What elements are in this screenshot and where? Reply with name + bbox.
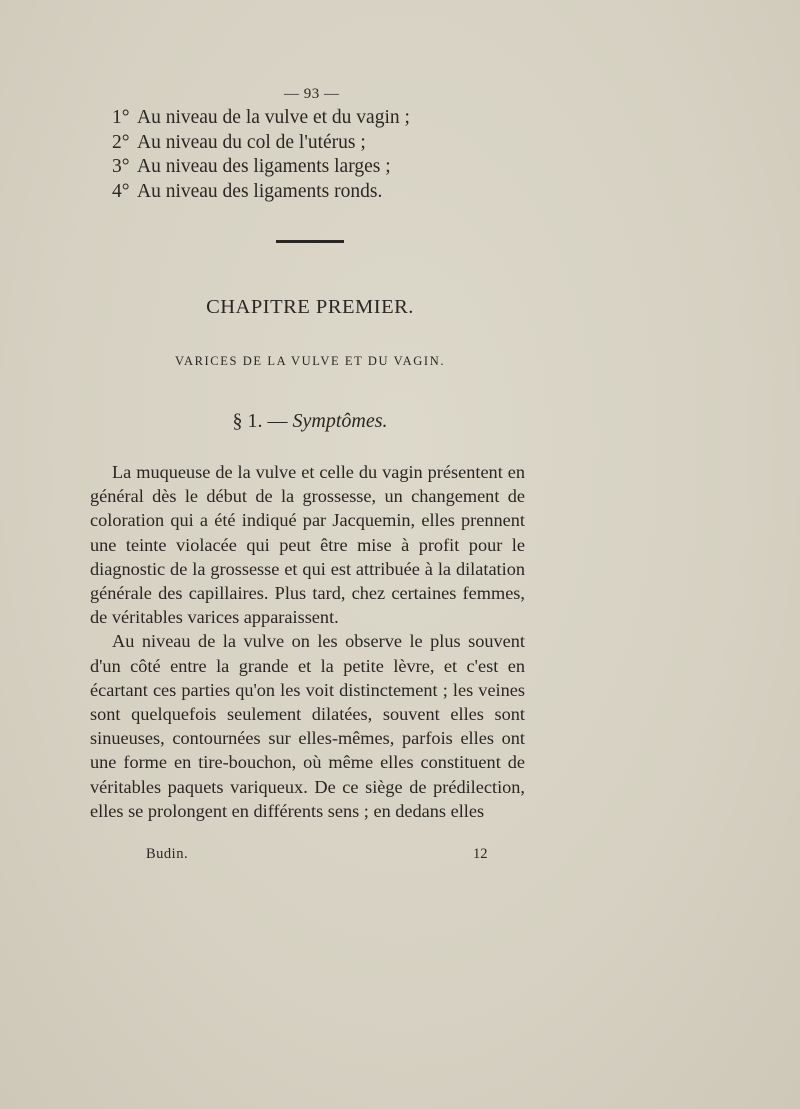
list-item-number: 3° xyxy=(112,156,130,177)
list-item xyxy=(112,180,410,205)
page-number: — 93 — xyxy=(284,86,340,102)
list-item xyxy=(112,155,410,180)
enumerated-list xyxy=(112,106,410,204)
list-item-number: 1° xyxy=(112,107,130,128)
footer-signature: 12 xyxy=(473,846,488,862)
list-item-text: Au niveau des ligaments ronds. xyxy=(137,180,383,202)
body-text xyxy=(90,460,525,823)
chapter-subtitle: VARICES DE LA VULVE ET DU VAGIN. xyxy=(174,354,446,368)
list-item-number: 2° xyxy=(112,131,130,153)
list-item xyxy=(112,131,410,156)
section-divider xyxy=(276,240,344,243)
list-item-text: Au niveau du col de l'utérus ; xyxy=(137,131,366,153)
paragraph: Au niveau de la vulve on les observe le plus souvent d'un côté entre la grande et la petite lèvre, et c'est en écartant ces parties qu'on les voit distinctement ; les veines sont quelquefois seulement dilatées, souvent elles sont sinueuses, contournées sur elles-mêmes, parfois elles ont une forme en tire-bouchon, où même elles constituent de véritables paquets variqueux. De ce siège de prédilection, elles se prolongent en différents sens ; en dedans elles xyxy=(90,631,525,821)
list-item-number: 4° xyxy=(112,180,130,202)
list-item xyxy=(112,106,410,131)
section-heading xyxy=(0,410,620,433)
paragraph: La muqueuse de la vulve et celle du vagin présentent en général dès le début de la grossesse, un changement de coloration qui a été indiqué par Jacquemin, elles prennent une teinte violacée qui peut être mise à profit pour le diagnostic de la grossesse et qui est attribuée à la dilatation générale des capillaires. Plus tard, chez certaines femmes, de véritables varices apparaissent. xyxy=(90,462,525,628)
footer-author: Budin. xyxy=(146,846,189,862)
list-item-text: Au niveau des ligaments larges ; xyxy=(137,156,391,177)
chapter-title: CHAPITRE PREMIER. xyxy=(206,296,414,318)
list-item-text: Au niveau de la vulve et du vagin ; xyxy=(137,107,410,128)
section-title: Symptômes. xyxy=(292,410,388,432)
section-number: § 1. — xyxy=(232,410,293,432)
